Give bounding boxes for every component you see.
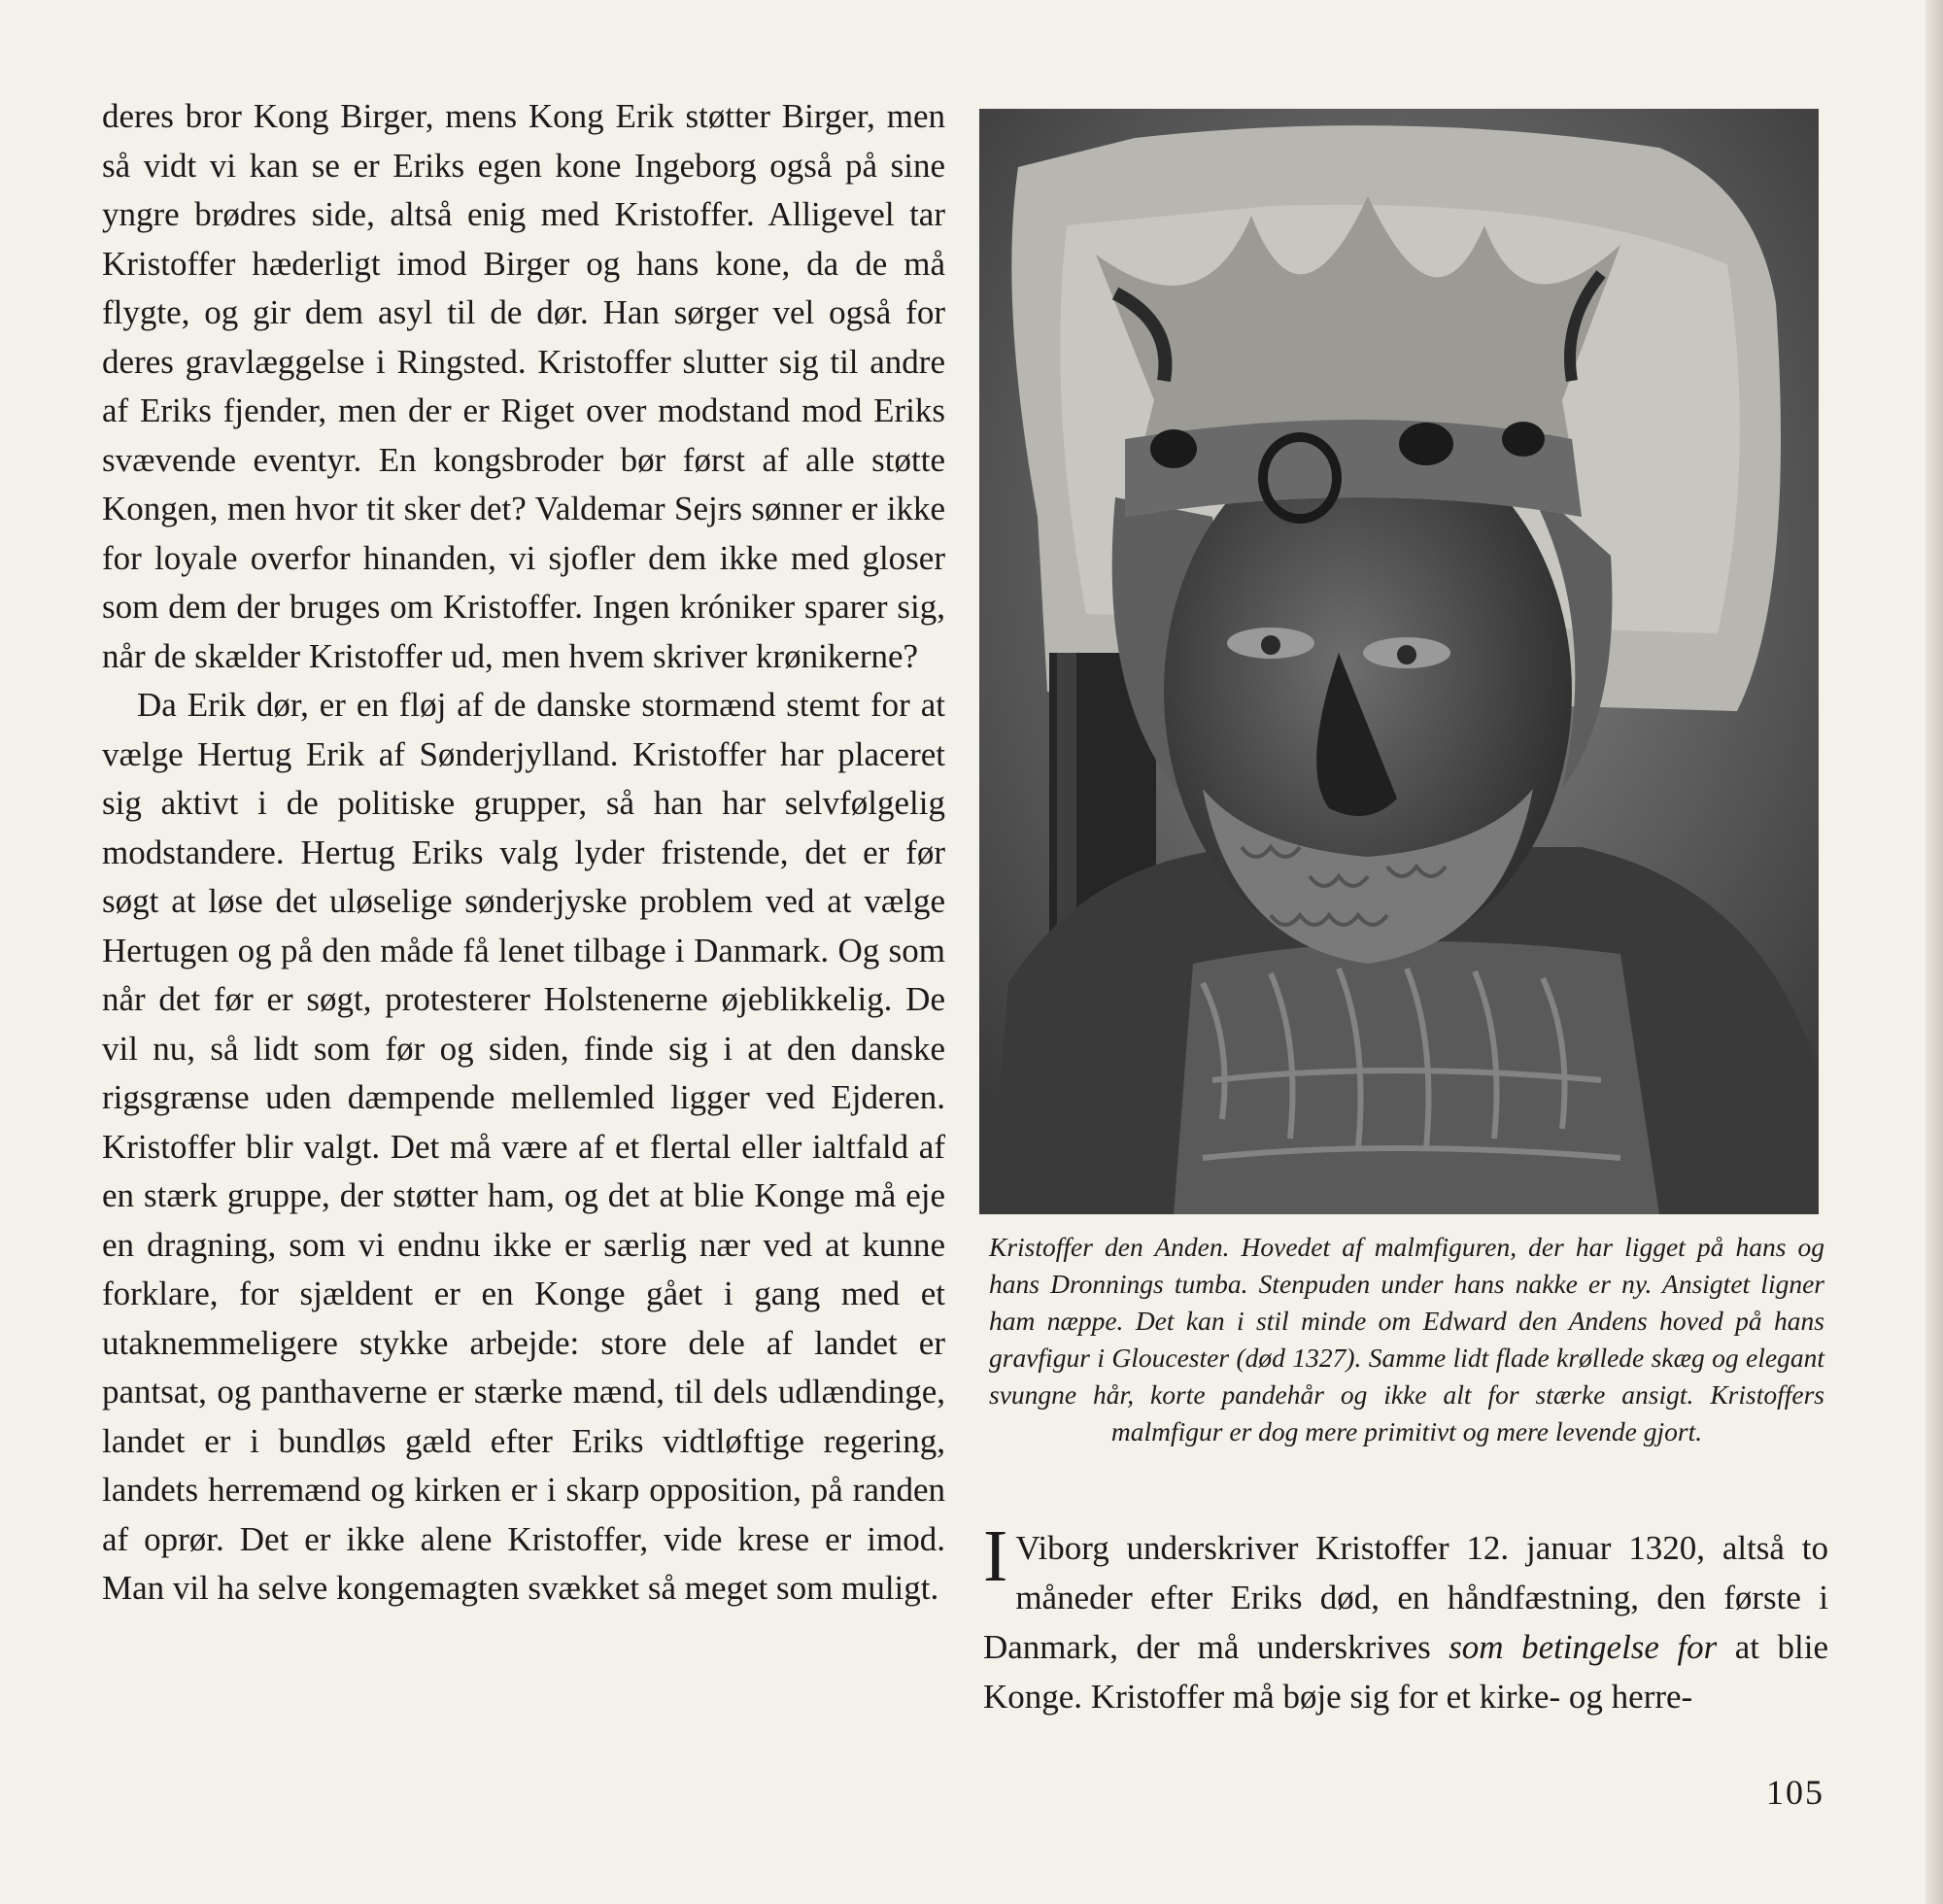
italic-text: som betingelse for — [1449, 1628, 1718, 1666]
text-segment: Viborg underskriver Kristoffer 12. januar 1320, altså to måneder efter Eriks død, en håndfæstning, den første i Danmark, der må underskrives — [983, 1529, 1828, 1666]
page-number: 105 — [1766, 1773, 1824, 1812]
effigy-illustration — [979, 109, 1819, 1214]
paragraph: Da Erik dør, er en fløj af de danske stormænd stemt for at vælge Hertug Erik af Sønderjylland. Kristoffer har placeret sig aktivt i de politiske grupper, så han har selvfølgelig modstandere. Hertug Eriks valg lyder fristende, det er før søgt at løse det uløselige sønderjyske problem ved at vælge Hertugen og på den måde få lenet tilbage i Danmark. Og som når det før er søgt, protesterer Holstenerne øjeblikkelig. De vil nu, så lidt som før og siden, finde sig i at den danske rigsgrænse uden dæmpende mellemled ligger ved Ejderen. Kristoffer blir valgt. Det må være af et flertal eller ialtfald af en stærk gruppe, der støtter ham, og det at blie Konge må eje en dragning, som vi endnu ikke er særlig nær ved at kunne forklare, for sjældent er en Konge gået i gang med et utaknemmeligere stykke arbejde: store dele af landet er pantsat, og panthaverne er stærke mænd, til dels udlændinge, landet er i bundløs gæld efter Eriks vidtløftige regering, landets herremænd og kirken er i skarp opposition, på randen af oprør. Det er ikke alene Kristoffer, vide krese er imod. Man vil ha selve kongemagten svækket så meget som muligt. — [102, 686, 945, 1607]
left-text-column — [102, 92, 945, 1614]
drop-cap: I — [983, 1515, 1008, 1597]
right-text-column — [983, 1515, 1828, 1721]
paragraph: deres bror Kong Birger, mens Kong Erik støtter Birger, men så vidt vi kan se er Eriks egen kone Ingeborg også på sine yngre brødres side, altså enig med Kristoffer. Alligevel tar Kristoffer hæderligt imod Birger og hans kone, da de må flygte, og gir dem asyl til de dør. Han sørger vel også for deres gravlæggelse i Ringsted. Kristoffer slutter sig til andre af Eriks fjender, men der er Riget over modstand mod Eriks svævende eventyr. En kongsbroder bør først af alle støtte Kongen, men hvor tit sker det? Valdemar Sejrs sønner er ikke for loyale overfor hinanden, vi sjofler dem ikke med gloser som dem der bruges om Kristoffer. Ingen króniker sparer sig, når de skælder Kristoffer ud, men hvem skriver krønikerne? — [102, 97, 945, 675]
page-edge — [1926, 0, 1943, 1904]
effigy-photograph — [979, 109, 1819, 1214]
figure-caption: Kristoffer den Anden. Hovedet af malmfiguren, der har ligget på hans og hans Dronnings tumba. Stenpuden under hans nakke er ny. Ansigtet ligner ham næppe. Det kan i stil minde om Edward den Andens hoved på hans gravfigur i Gloucester (død 1327). Samme lidt flade krøllede skæg og elegant svungne hår, korte pandehår og ikke alt for stærke ansigt. Kristoffers malmfigur er dog mere primitivt og mere levende gjort. — [989, 1232, 1824, 1446]
text-segment: at blie Konge. Kristoffer må bøje sig for et kirke- og herre- — [983, 1628, 1828, 1716]
